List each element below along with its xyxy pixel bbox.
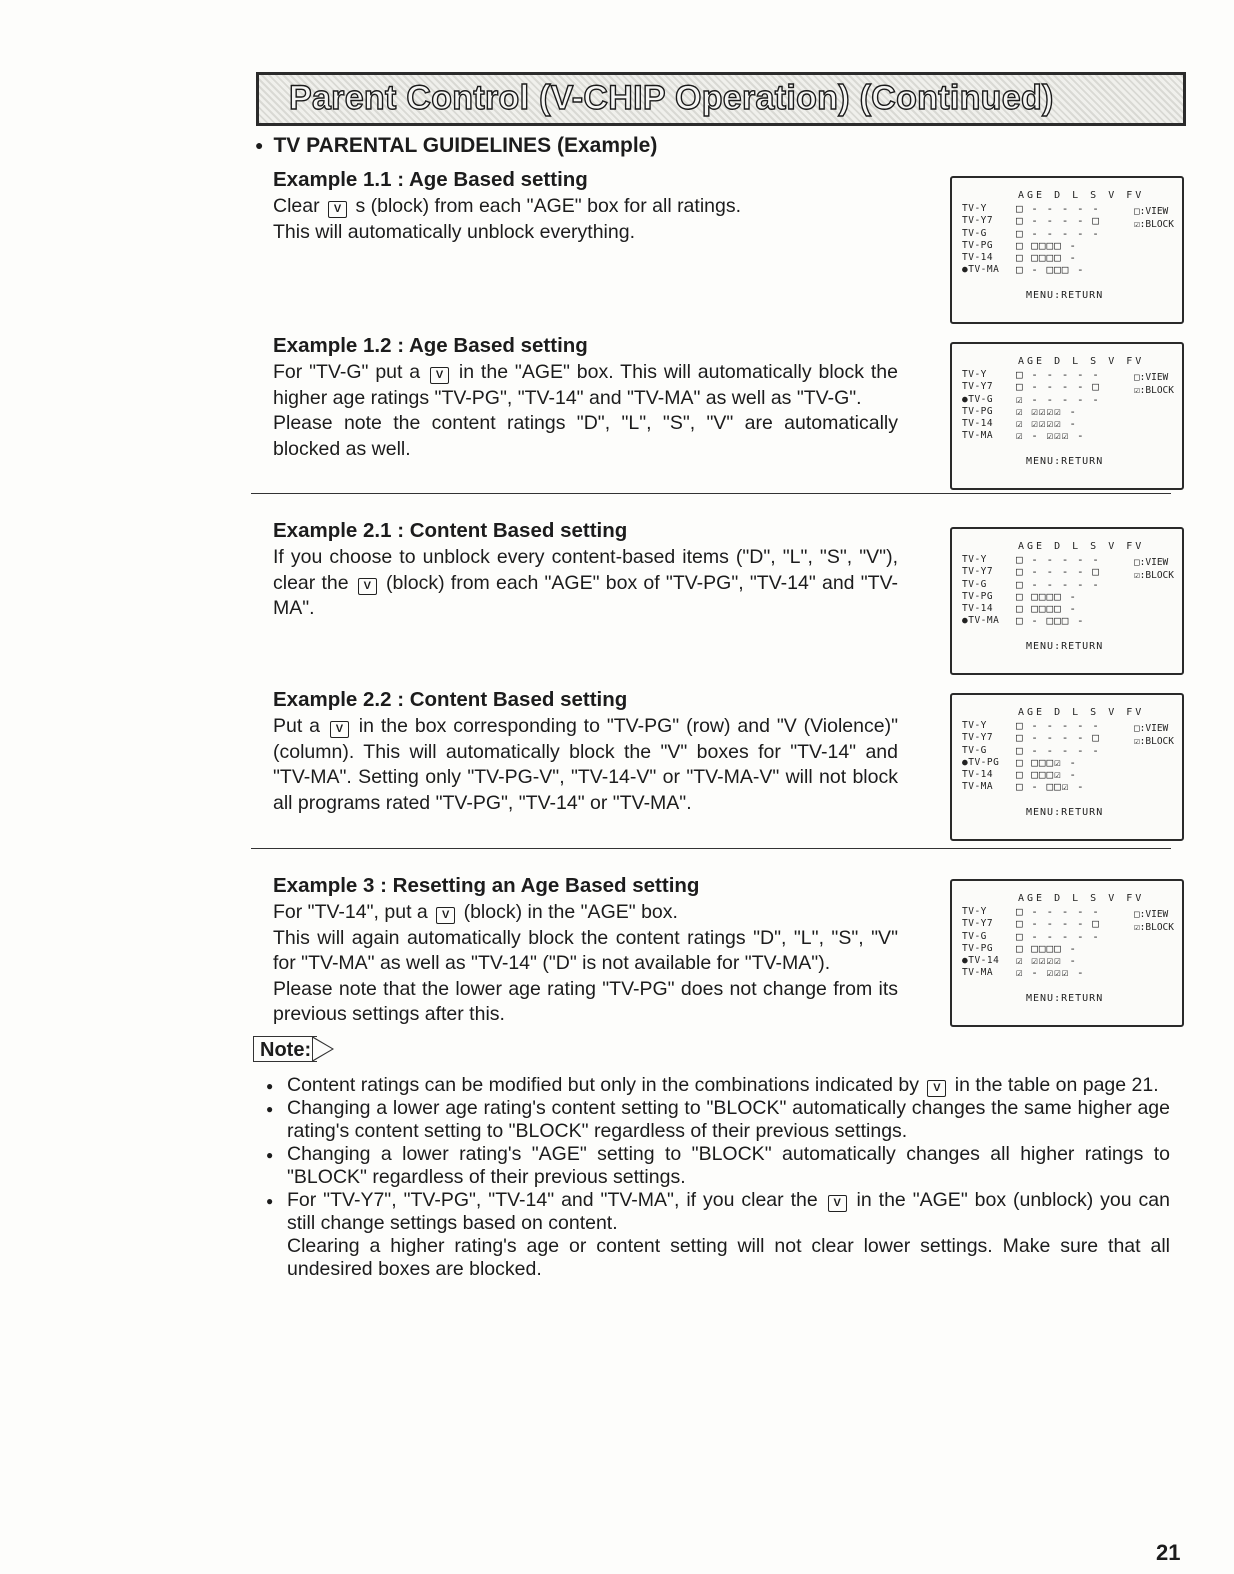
rating-cells: □ □□□□ -: [1016, 238, 1077, 252]
screen-rating-row: [962, 755, 1077, 769]
rating-label: ●TV-MA: [962, 264, 1000, 276]
example-paragraph: [273, 360, 898, 411]
screen-rating-row: [962, 238, 1077, 252]
example-2-1: [273, 517, 898, 622]
tv-menu-screen: [950, 693, 1184, 841]
bullet-icon: ●: [266, 1102, 274, 1116]
check-box-icon: V: [828, 1195, 847, 1212]
rating-label: TV-14: [962, 769, 994, 781]
check-box-icon: V: [430, 367, 449, 384]
screen-footer: MENU:RETURN: [1026, 290, 1104, 301]
example-title: Example 1.1 : Age Based setting: [273, 168, 588, 191]
legend-view: [1134, 205, 1174, 218]
example-paragraph: Please note the content ratings "D", "L", "S", "V" are automatically blocked as well.: [273, 412, 898, 460]
checked-box-icon: ☑: [1133, 385, 1140, 396]
example-body: [273, 900, 898, 1028]
rating-label: TV-G: [962, 227, 987, 239]
note-item: [266, 1074, 1170, 1097]
screen-rating-row: [962, 731, 1100, 745]
legend-block-text: :BLOCK: [1139, 570, 1174, 581]
rating-label: TV-PG: [962, 239, 994, 251]
check-box-icon: V: [927, 1080, 946, 1097]
screen-column-header: AGE D L S V FV: [1018, 893, 1145, 904]
rating-cells: □ - - - - -: [1016, 719, 1100, 732]
rating-label: TV-14: [962, 252, 994, 264]
screen-rating-row: [962, 251, 1077, 265]
screen-rating-row: [962, 404, 1077, 418]
page-number: 21: [1156, 1540, 1181, 1565]
rating-cells: □ - - - - □: [1016, 214, 1100, 228]
bullet-icon: ●: [266, 1148, 274, 1162]
screen-rating-rows: [962, 905, 1100, 980]
example-1-2: [273, 332, 898, 462]
example-title: Example 1.2 : Age Based setting: [273, 334, 588, 357]
screen-rating-row: [962, 380, 1100, 394]
screen-rating-row: [962, 214, 1100, 228]
legend-view: [1134, 556, 1174, 569]
rating-cells: □ - □□☑ -: [1016, 780, 1085, 794]
screen-rating-row: [962, 768, 1077, 782]
screen-rating-rows: [962, 368, 1100, 443]
empty-box-icon: □: [1133, 206, 1140, 217]
rating-label: ●TV-PG: [962, 756, 1000, 768]
rating-label: TV-Y7: [962, 215, 994, 227]
tv-menu-screen: [950, 879, 1184, 1027]
legend-view-text: :VIEW: [1139, 206, 1169, 217]
divider: [251, 848, 1171, 849]
screen-column-header: AGE D L S V FV: [1018, 190, 1145, 201]
rating-label: TV-14: [962, 418, 994, 430]
example-body: [273, 545, 898, 622]
legend-view-text: :VIEW: [1139, 909, 1169, 920]
screen-legend: [1134, 371, 1174, 397]
rating-label: ●TV-14: [962, 955, 1000, 967]
example-3: [273, 872, 898, 1028]
legend-block-text: :BLOCK: [1139, 922, 1174, 933]
legend-block: [1134, 921, 1174, 934]
screen-rating-row: [962, 929, 1100, 943]
rating-label: TV-MA: [962, 781, 994, 793]
rating-cells: □ - - - - □: [1016, 565, 1100, 579]
screen-rating-row: [962, 941, 1077, 955]
legend-block: [1134, 569, 1174, 582]
text-span: in the "AGE" box (unblock) you can still change settings based on content.: [287, 1189, 1170, 1234]
rating-label: TV-14: [962, 603, 994, 615]
checked-box-icon: ☑: [1133, 922, 1140, 933]
screen-column-header: AGE D L S V FV: [1018, 707, 1145, 718]
tv-menu-screen: [950, 176, 1184, 324]
screen-footer: MENU:RETURN: [1026, 993, 1104, 1004]
rating-cells: □ □□□□ -: [1016, 602, 1077, 616]
legend-view: [1134, 371, 1174, 384]
rating-cells: □ - □□□ -: [1016, 263, 1085, 277]
rating-cells: □ - - - - □: [1016, 731, 1100, 745]
check-box-icon: V: [330, 721, 349, 738]
rating-cells: □ - - - - -: [1016, 577, 1100, 591]
text-span: Put a: [273, 715, 327, 737]
rating-cells: □ - - - - -: [1016, 929, 1100, 943]
legend-view: [1134, 908, 1174, 921]
rating-label: TV-PG: [962, 942, 994, 954]
text-span: in the "AGE" box. This will automatically block the higher age ratings "TV-PG", "TV-14" and "TV-MA" as well as "TV-G".: [273, 361, 898, 409]
checked-box-icon: ☑: [1133, 219, 1140, 230]
screen-rating-row: [962, 743, 1100, 757]
text-span: For "TV-Y7", "TV-PG", "TV-14" and "TV-MA", if you clear the: [287, 1189, 825, 1211]
text-span: Content ratings can be modified but only in the combinations indicated by: [287, 1074, 925, 1096]
screen-rating-row: [962, 368, 1100, 381]
rating-label: TV-G: [962, 744, 987, 756]
legend-block-text: :BLOCK: [1139, 385, 1174, 396]
checked-box-icon: ☑: [1133, 736, 1140, 747]
rating-cells: □ - - - - -: [1016, 905, 1100, 918]
rating-label: TV-Y7: [962, 566, 994, 578]
text-span: in the table on page 21.: [949, 1074, 1159, 1096]
screen-rating-row: [962, 905, 1100, 918]
rating-cells: □ - - - - -: [1016, 553, 1100, 566]
screen-rating-row: [962, 429, 1085, 443]
tv-menu-screen: [950, 342, 1184, 490]
legend-view-text: :VIEW: [1139, 372, 1169, 383]
example-paragraph: Please note that the lower age rating "TV-PG" does not change from its previous settings after this.: [273, 977, 898, 1025]
screen-rating-row: [962, 917, 1100, 931]
screen-column-header: AGE D L S V FV: [1018, 356, 1145, 367]
note-item: [266, 1097, 1170, 1143]
example-2-2: [273, 686, 898, 816]
check-box-icon: V: [328, 201, 347, 218]
empty-box-icon: □: [1133, 909, 1140, 920]
rating-cells: □ □□□☑ -: [1016, 768, 1077, 782]
rating-label: ●TV-MA: [962, 615, 1000, 627]
note-text: Clearing a higher rating's age or content setting will not clear lower settings. Make sure that all undesired boxes are blocked.: [287, 1235, 1170, 1280]
note-label: Note:: [253, 1036, 317, 1062]
rating-cells: □ - - - - □: [1016, 917, 1100, 931]
example-paragraph: [273, 545, 898, 622]
screen-rating-row: [962, 954, 1077, 968]
empty-box-icon: □: [1133, 372, 1140, 383]
example-1-1: [273, 166, 898, 245]
rating-label: TV-Y: [962, 369, 987, 380]
rating-cells: □ - - - - -: [1016, 743, 1100, 757]
note-item: [266, 1143, 1170, 1189]
legend-block: [1134, 384, 1174, 397]
text-span: For "TV-14", put a: [273, 901, 434, 923]
checked-box-icon: ☑: [1133, 570, 1140, 581]
rating-label: TV-Y: [962, 554, 987, 565]
rating-cells: □ - - - - -: [1016, 226, 1100, 240]
rating-cells: □ - - - - □: [1016, 380, 1100, 394]
screen-rating-row: [962, 780, 1085, 794]
rating-label: TV-G: [962, 578, 987, 590]
screen-column-header: AGE D L S V FV: [1018, 541, 1145, 552]
example-paragraph: [273, 194, 898, 220]
rating-label: TV-Y7: [962, 918, 994, 930]
rating-cells: □ □□□□ -: [1016, 589, 1077, 603]
rating-label: TV-PG: [962, 405, 994, 417]
note-text: Changing a lower rating's "AGE" setting to "BLOCK" automatically changes all higher ratings to "BLOCK" regardless of their previous settings.: [287, 1143, 1170, 1188]
legend-block: [1134, 735, 1174, 748]
text-span: in the box corresponding to "TV-PG" (row) and "V (Violence)" (column). This will automatically block the "V" boxes for "TV-14" and "TV-MA". Setting only "TV-PG-V", "TV-14-V" or "TV-MA-V" will not block all programs rated "TV-PG", "TV-14" or "TV-MA".: [273, 715, 898, 814]
legend-view: [1134, 722, 1174, 735]
bullet-icon: ●: [266, 1194, 274, 1208]
section-heading: [255, 134, 657, 158]
example-paragraph: This will automatically unblock everything.: [273, 220, 635, 243]
screen-rating-rows: [962, 719, 1100, 794]
rating-label: TV-Y7: [962, 381, 994, 393]
screen-rating-row: [962, 589, 1077, 603]
screen-rating-row: [962, 202, 1100, 215]
screen-rating-row: [962, 966, 1085, 980]
screen-rating-row: [962, 226, 1100, 240]
rating-cells: ☑ - ☑☑☑ -: [1016, 429, 1085, 443]
check-box-icon: V: [358, 578, 377, 595]
screen-footer: MENU:RETURN: [1026, 456, 1104, 467]
note-item: [266, 1189, 1170, 1281]
screen-rating-row: [962, 602, 1077, 616]
note-arrow-inner: [313, 1038, 332, 1060]
screen-legend: [1134, 556, 1174, 582]
screen-legend: [1134, 205, 1174, 231]
tv-menu-screen: [950, 527, 1184, 675]
rating-label: TV-Y: [962, 720, 987, 731]
bullet-icon: ●: [255, 137, 264, 153]
text-span: (block) in the "AGE" box.: [458, 901, 678, 923]
rating-cells: ☑ - - - - -: [1016, 392, 1100, 406]
rating-label: TV-MA: [962, 430, 994, 442]
screen-rating-row: [962, 614, 1085, 628]
rating-cells: □ - - - - -: [1016, 368, 1100, 381]
text-span: s (block) from each "AGE" box for all ratings.: [350, 195, 742, 217]
page-title: Parent Control (V-CHIP Operation) (Continued): [289, 79, 1054, 117]
page-header: [256, 72, 1186, 126]
legend-block-text: :BLOCK: [1139, 219, 1174, 230]
rating-cells: ☑ ☑☑☑☑ -: [1016, 954, 1077, 968]
text-span: (block) from each "AGE" box of "TV-PG", "TV-14" and "TV-MA".: [273, 571, 898, 619]
example-body: [273, 714, 898, 816]
legend-view-text: :VIEW: [1139, 557, 1169, 568]
screen-rating-row: [962, 577, 1100, 591]
screen-footer: MENU:RETURN: [1026, 641, 1104, 652]
divider: [251, 493, 1171, 494]
example-title: Example 2.2 : Content Based setting: [273, 688, 628, 711]
rating-label: TV-PG: [962, 590, 994, 602]
screen-footer: MENU:RETURN: [1026, 807, 1104, 818]
rating-cells: □ □□□□ -: [1016, 251, 1077, 265]
example-paragraph: This will again automatically block the content ratings "D", "L", "S", "V" for "TV-MA" as well as "TV-14" ("D" is not available for "TV-MA").: [273, 926, 898, 974]
rating-label: TV-Y7: [962, 732, 994, 744]
screen-rating-row: [962, 553, 1100, 566]
rating-cells: ☑ ☑☑☑☑ -: [1016, 404, 1077, 418]
screen-rating-row: [962, 392, 1100, 406]
rating-cells: □ □□□☑ -: [1016, 755, 1077, 769]
rating-label: TV-G: [962, 930, 987, 942]
text-span: For "TV-G" put a: [273, 361, 428, 383]
screen-rating-rows: [962, 553, 1100, 628]
legend-view-text: :VIEW: [1139, 723, 1169, 734]
example-body: [273, 194, 898, 245]
text-span: Clear: [273, 195, 326, 217]
screen-rating-row: [962, 263, 1085, 277]
screen-rating-row: [962, 719, 1100, 732]
bullet-icon: ●: [266, 1079, 274, 1093]
example-paragraph: [273, 714, 898, 816]
screen-legend: [1134, 722, 1174, 748]
rating-cells: □ - □□□ -: [1016, 614, 1085, 628]
example-title: Example 2.1 : Content Based setting: [273, 519, 628, 542]
text-span: If you choose to unblock every content-based items ("D", "L", "S", "V"), clear the: [273, 546, 898, 594]
screen-rating-rows: [962, 202, 1100, 277]
screen-rating-row: [962, 565, 1100, 579]
rating-cells: ☑ ☑☑☑☑ -: [1016, 417, 1077, 431]
rating-cells: ☑ - ☑☑☑ -: [1016, 966, 1085, 980]
rating-label: TV-Y: [962, 906, 987, 917]
check-box-icon: V: [436, 907, 455, 924]
example-body: [273, 360, 898, 462]
note-text: [287, 1074, 1170, 1097]
note-list: [266, 1074, 1170, 1281]
legend-block: [1134, 218, 1174, 231]
rating-cells: □ □□□□ -: [1016, 941, 1077, 955]
example-title: Example 3 : Resetting an Age Based setting: [273, 874, 700, 897]
screen-legend: [1134, 908, 1174, 934]
rating-label: ●TV-G: [962, 393, 994, 405]
rating-cells: □ - - - - -: [1016, 202, 1100, 215]
note-text: Changing a lower age rating's content setting to "BLOCK" automatically changes the same higher age rating's content setting to "BLOCK" regardless of their previous settings.: [287, 1097, 1170, 1142]
note-text: [287, 1189, 1170, 1235]
rating-label: TV-Y: [962, 203, 987, 214]
empty-box-icon: □: [1133, 557, 1140, 568]
legend-block-text: :BLOCK: [1139, 736, 1174, 747]
screen-rating-row: [962, 417, 1077, 431]
section-heading-text: TV PARENTAL GUIDELINES (Example): [273, 134, 658, 157]
example-paragraph: [273, 900, 898, 926]
rating-label: TV-MA: [962, 967, 994, 979]
empty-box-icon: □: [1133, 723, 1140, 734]
